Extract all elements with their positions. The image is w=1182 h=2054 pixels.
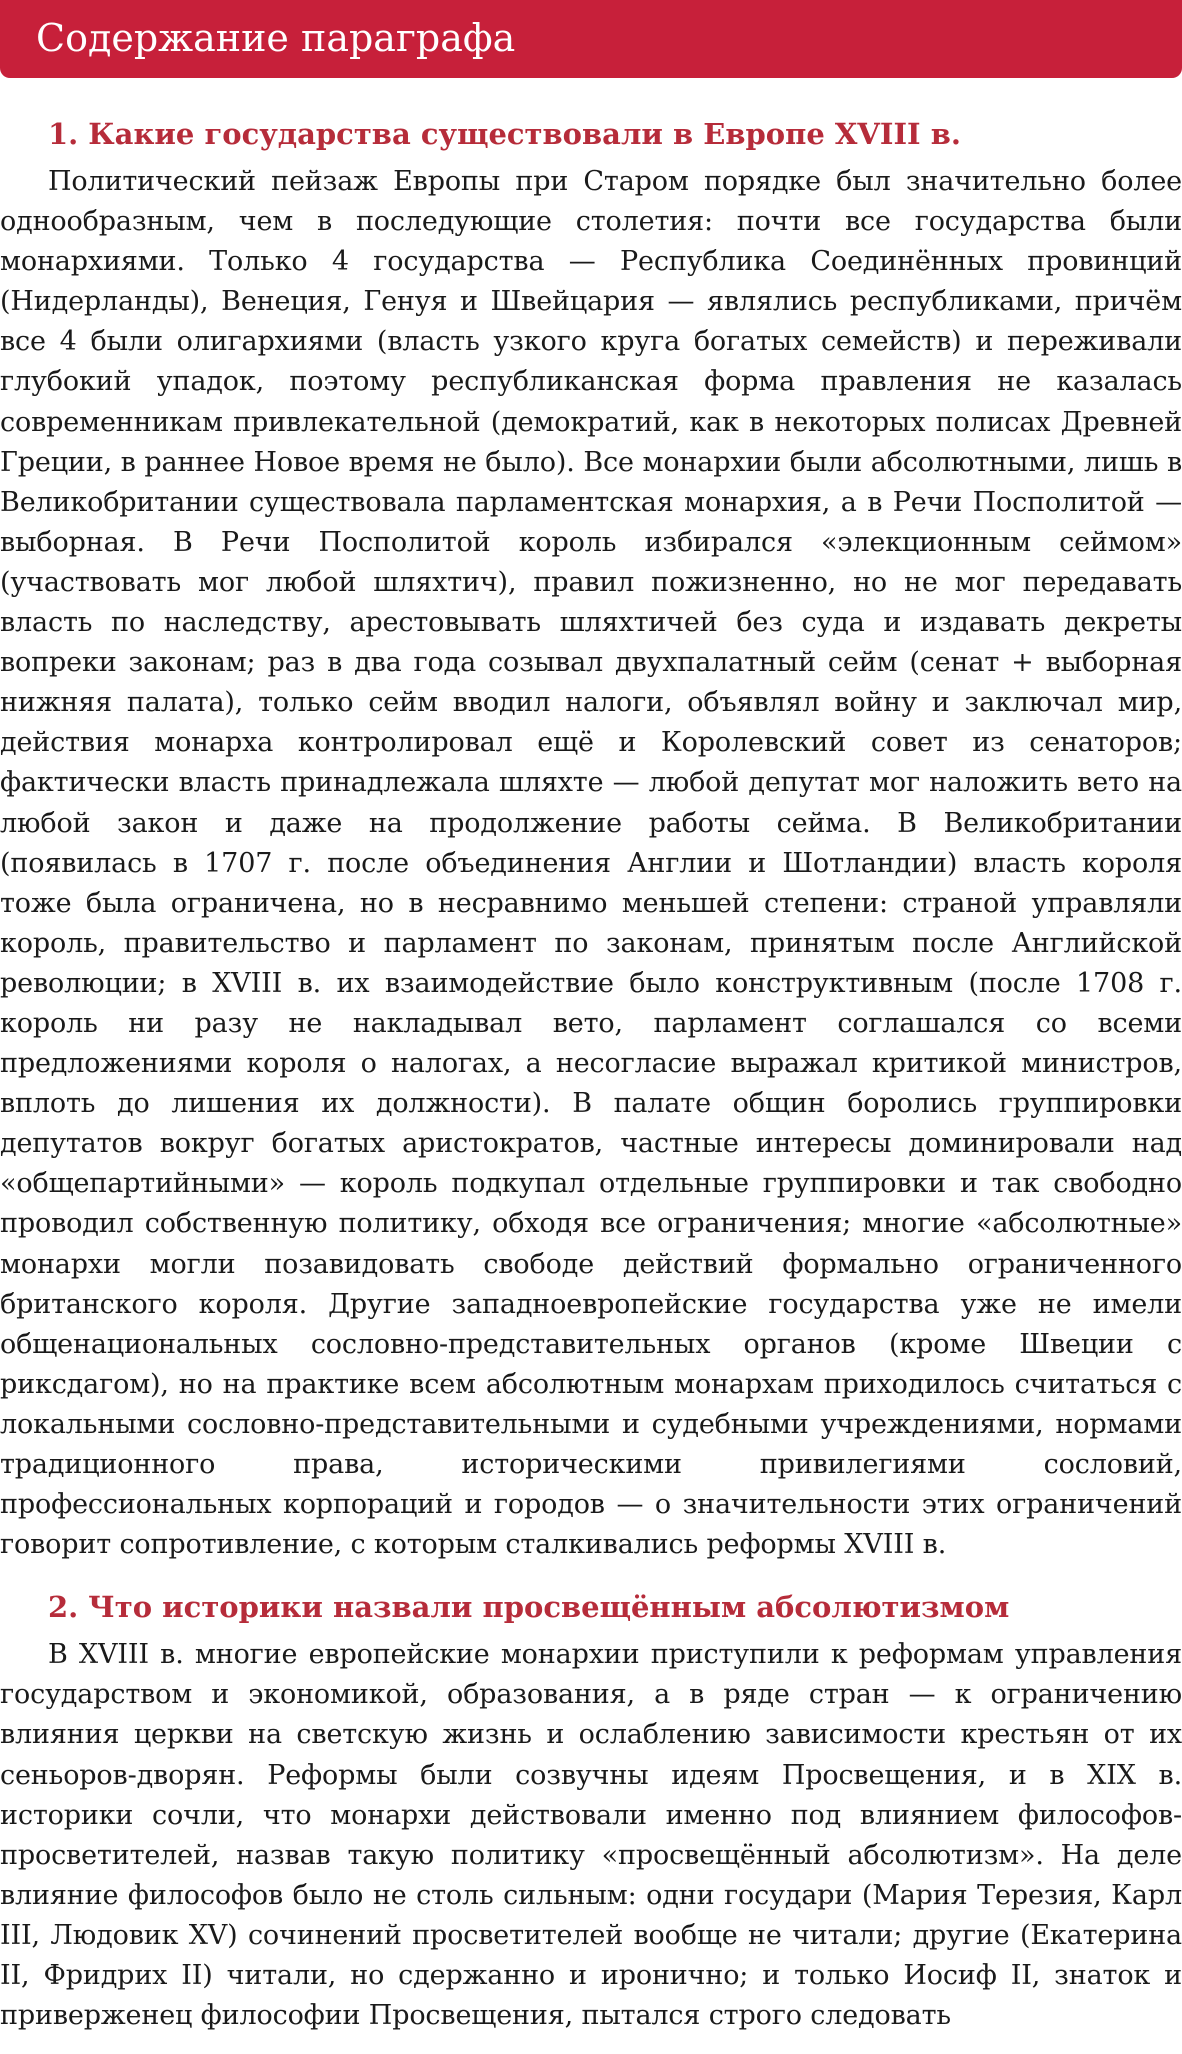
section-paragraph-2: В XVIII в. многие европейские монархии приступили к реформам управления государством и экономикой, образования, а в ряде стран — к ограничению влияния церкви на светскую жизнь и ослаблению зависимости крестьян от их сеньоров-дворян. Реформы были созвучны идеям Просвещения, и в XIX в. историки сочли, что монархи действовали именно под влиянием философов-просветителей, назвав такую политику «просвещённый абсолютизм». На деле влияние философов было не столь сильным: одни государи (Мария Терезия, Карл III, Людовик XV) сочинений просветителей вообще не читали; другие (Екатерина II, Фридрих II) читали, но сдержанно и иронично; и только Иосиф II, знаток и приверженец философии Просвещения, пытался строго следовать (0, 1639, 1182, 2032)
section-title: Что историки назвали просвещённым абсолютизмом (88, 1590, 1010, 1625)
section-title: Какие государства существовали в Европе XVIII в. (88, 117, 961, 151)
section-heading-2 (0, 1583, 1182, 1631)
section-number: 2. (48, 1590, 79, 1625)
paragraph-content (0, 110, 1182, 2054)
section-heading-1 (0, 110, 1182, 158)
section-number: 1. (48, 117, 79, 151)
section-paragraph-1: Политический пейзаж Европы при Старом порядке был значительно более однообразным, чем в последующие столетия: почти все государства были монархиями. Только 4 государства — Республика Соединённых провинций (Нидерланды), Венеция, Генуя и Швейцария — являлись республиками, причём все 4 были олигархиями (власть узкого круга богатых семейств) и переживали глубокий упадок, поэтому республиканская форма правления не казалась современникам привлекательной (демократий, как в некоторых полисах Древней Греции, в раннее Новое время не было). Все монархии были абсолютными, лишь в Великобритании существовала парламентская монархия, а в Речи Посполитой — выборная. В Речи Посполитой король избирался «элекционным сеймом» (участвовать мог любой шляхтич), правил пожизненно, но не мог передавать власть по наследству, арестовывать шляхтичей без суда и издавать декреты вопреки законам; раз в два года созывал двухпалатный сейм (сенат + выборная нижняя палата), только сейм вводил налоги, объявлял войну и заключал мир, действия монарха контролировал ещё и Королевский совет из сенаторов; фактически власть принадлежала шляхте — любой депутат мог наложить вето на любой закон и даже на продолжение работы сейма. В Великобритании (появилась в 1707 г. после объединения Англии и Шотландии) власть короля тоже была ограничена, но в несравнимо меньшей степени: страной управляли король, правительство и парламент по законам, принятым после Английской революции; в XVIII в. их взаимодействие было конструктивным (после 1708 г. король ни разу не накладывал вето, парламент соглашался со всеми предложениями короля о налогах, а несогласие выражал критикой министров, вплоть до лишения их должности). В палате общин боролись группировки депутатов вокруг богатых аристократов, частные интересы доминировали над «общепартийными» — король подкупал отдельные группировки и так свободно проводил собственную политику, обходя все ограничения; многие «абсолютные» монархи могли позавидовать свободе действий формально ограниченного британского короля. Другие западноевропейские государства уже не имели общенациональных сословно-представительных органов (кроме Швеции с риксдагом), но на практике всем абсолютным монархам приходилось считаться с локальными сословно-представительными и судебными учреждениями, нормами традиционного права, историческими привилегиями сословий, профессиональных корпораций и городов — о значительности этих ограничений говорит сопротивление, с которым сталкивались реформы XVIII в. (0, 166, 1182, 1561)
page-title: Содержание параграфа (36, 16, 516, 60)
header-bar (0, 0, 1182, 78)
